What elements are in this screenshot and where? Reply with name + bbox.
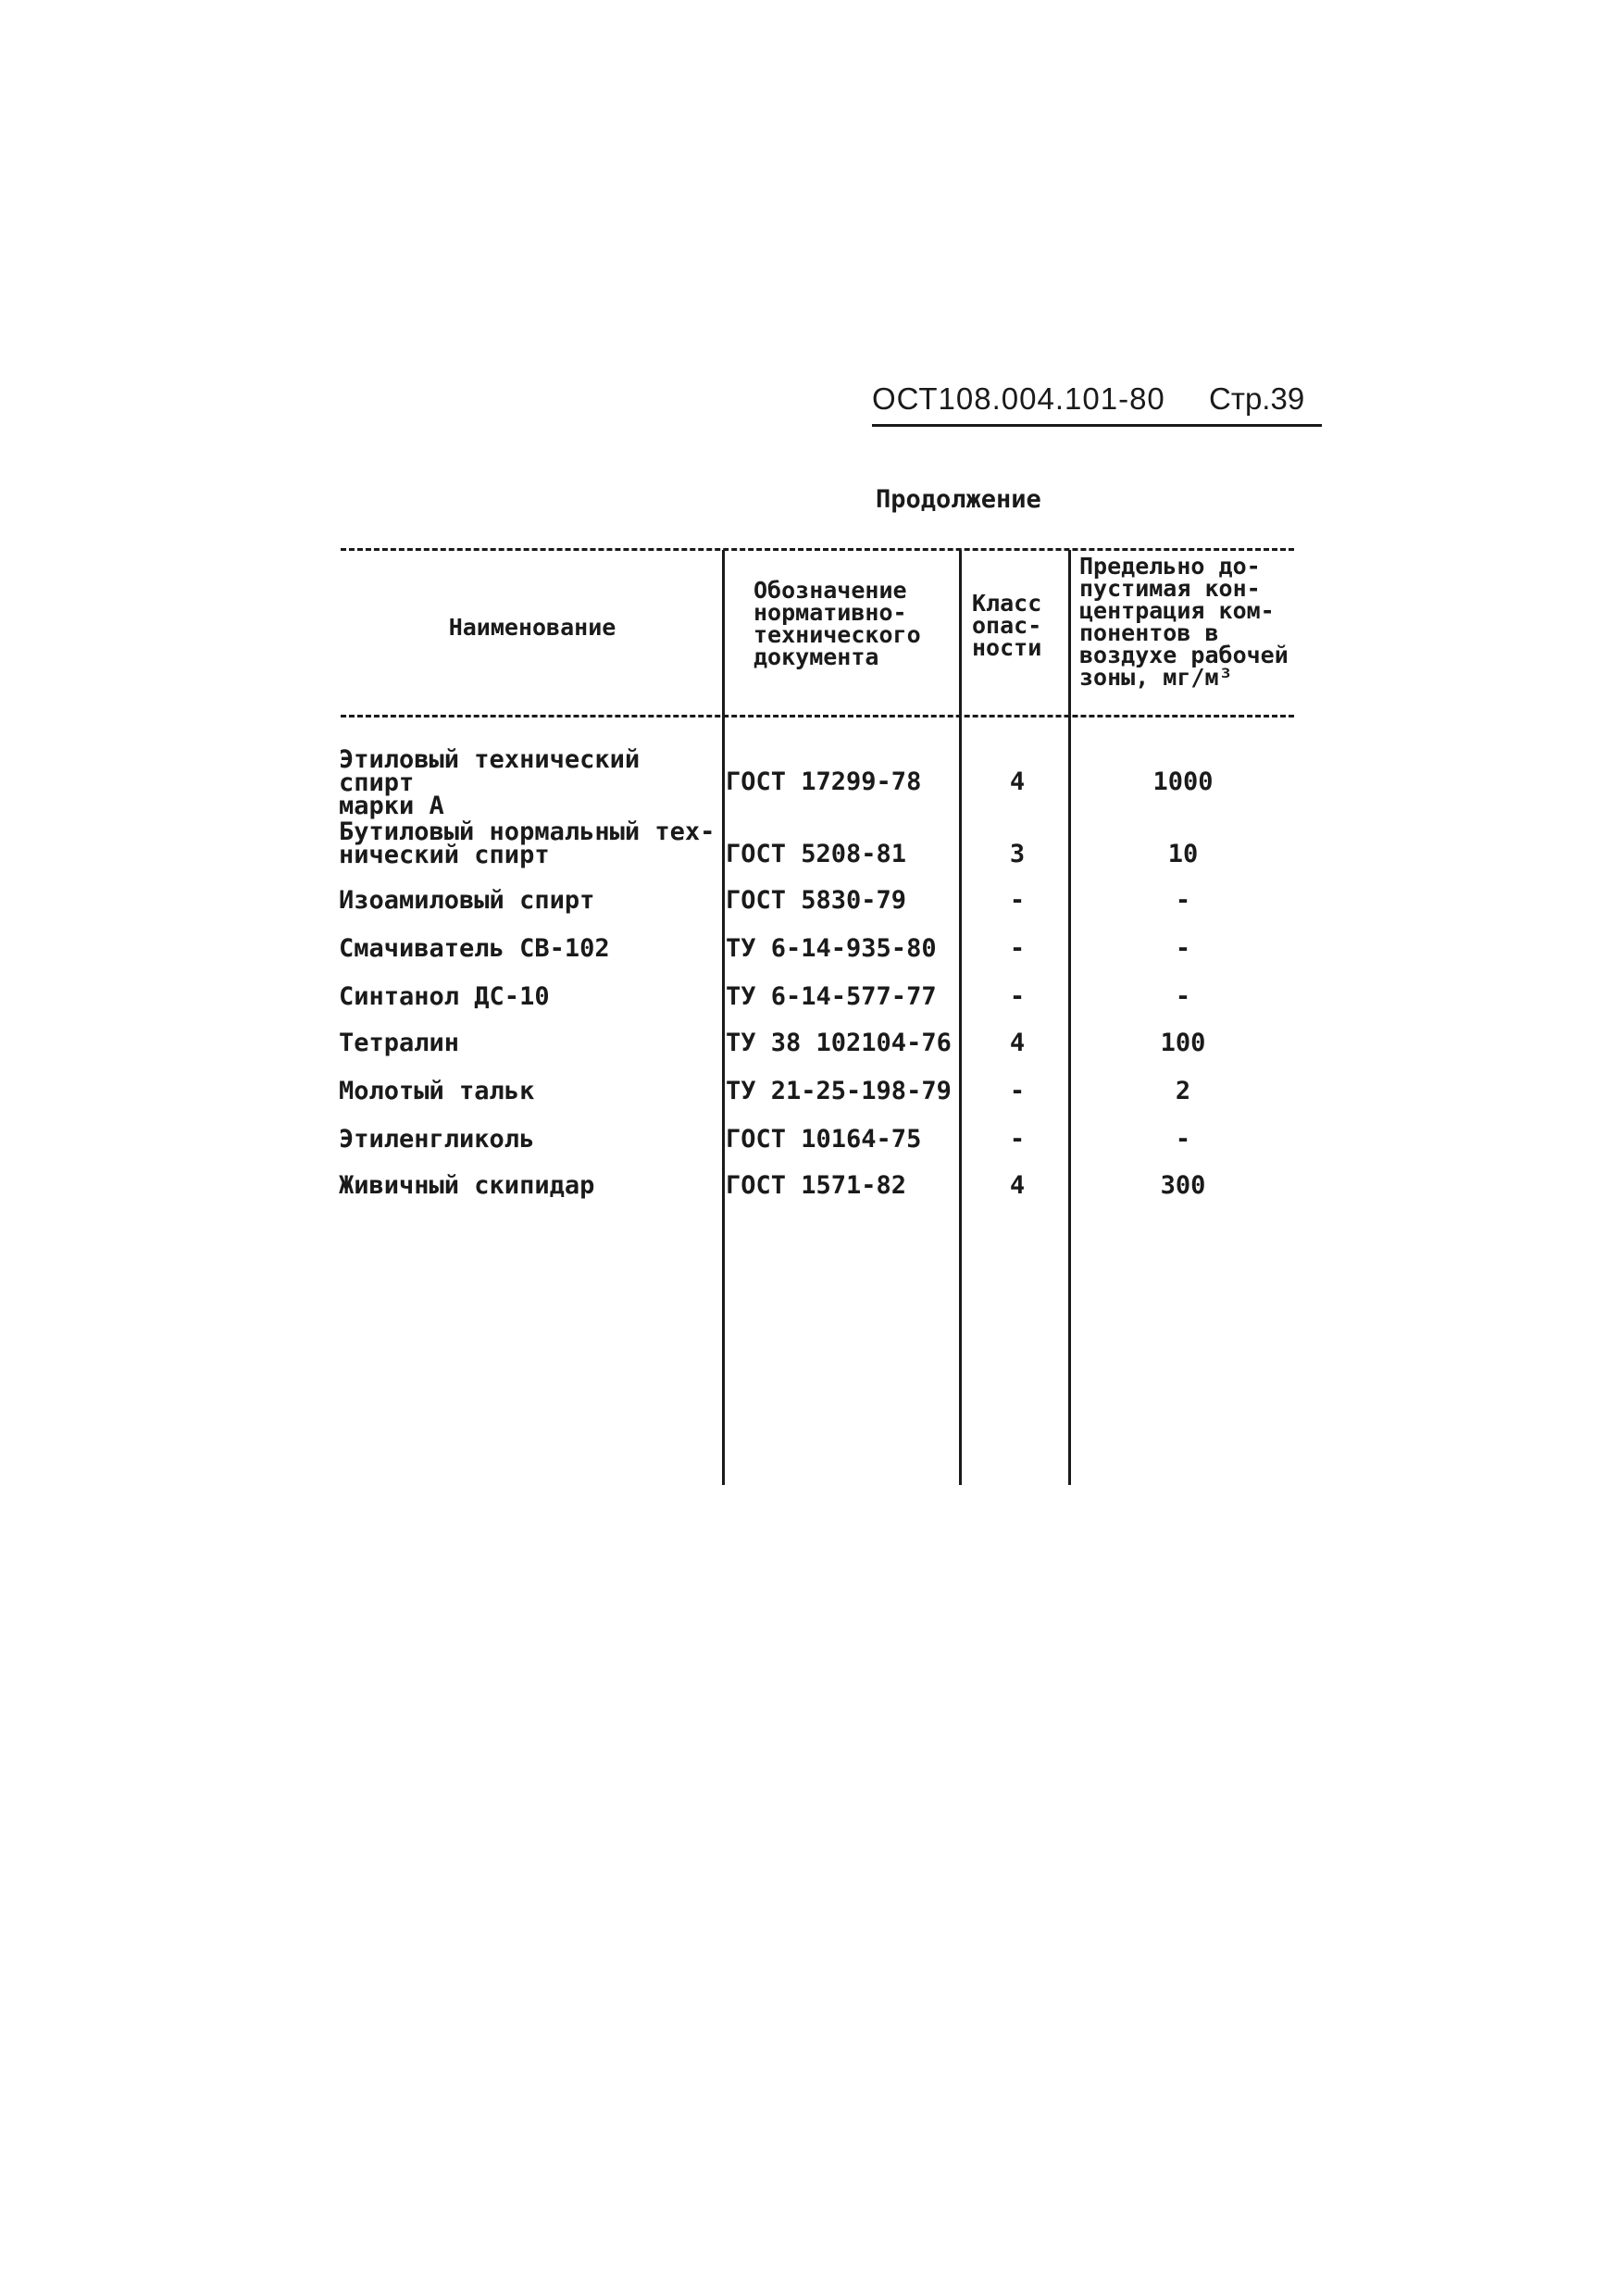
- column-divider-1: [722, 550, 725, 1485]
- row-document: ГОСТ 10164-75: [726, 1125, 922, 1154]
- document-code: ОСТ108.004.101-80: [872, 381, 1165, 416]
- continuation-label: Продолжение: [876, 485, 1041, 514]
- row-hazard-class: -: [1009, 886, 1026, 915]
- row-limit: 10: [1167, 840, 1199, 868]
- row-limit: -: [1175, 982, 1191, 1011]
- column-divider-3: [1068, 550, 1071, 1485]
- header-rule: [872, 424, 1322, 427]
- row-limit: -: [1175, 934, 1191, 963]
- row-limit: -: [1175, 1125, 1191, 1154]
- column-divider-2: [959, 550, 962, 1485]
- row-hazard-class: -: [1009, 1077, 1026, 1105]
- page-number: Стр.39: [1209, 381, 1305, 416]
- row-name: Тетралин: [339, 1029, 460, 1057]
- column-header-class: Класс опас- ности: [972, 590, 1042, 661]
- row-hazard-class: -: [1009, 982, 1026, 1011]
- row-document: ТУ 6-14-577-77: [726, 982, 937, 1011]
- table-header-rule: [341, 715, 1294, 718]
- row-document: ТУ 21-25-198-79: [726, 1077, 952, 1105]
- row-document: ГОСТ 1571-82: [726, 1171, 907, 1200]
- row-name: Этиленгликоль: [339, 1125, 535, 1154]
- row-document: ТУ 38 102104-76: [726, 1029, 952, 1057]
- column-header-limit: Предельно до- пустимая кон- центрация ком- понентов в воздухе рабочей зоны, мг/м³: [1079, 553, 1289, 691]
- row-limit: 2: [1175, 1077, 1191, 1105]
- row-limit: 1000: [1152, 767, 1214, 796]
- row-hazard-class: 3: [1009, 840, 1026, 868]
- table-top-rule: [341, 548, 1294, 551]
- row-limit: 300: [1160, 1171, 1206, 1200]
- row-name: Смачиватель СВ-102: [339, 934, 610, 963]
- column-header-document: Обозначение нормативно- технического документа: [753, 577, 921, 670]
- row-hazard-class: 4: [1009, 1029, 1026, 1057]
- row-document: ГОСТ 17299-78: [726, 767, 922, 796]
- row-name: Бутиловый нормальный тех- нический спирт: [339, 817, 716, 869]
- row-name: Живичный скипидар: [339, 1171, 595, 1200]
- row-name: Изоамиловый спирт: [339, 886, 595, 915]
- row-name: Молотый тальк: [339, 1077, 535, 1105]
- row-document: ГОСТ 5208-81: [726, 840, 907, 868]
- row-limit: -: [1175, 886, 1191, 915]
- row-document: ГОСТ 5830-79: [726, 886, 907, 915]
- row-document: ТУ 6-14-935-80: [726, 934, 937, 963]
- row-name: Синтанол ДС-10: [339, 982, 550, 1011]
- row-hazard-class: -: [1009, 1125, 1026, 1154]
- row-limit: 100: [1160, 1029, 1206, 1057]
- row-hazard-class: -: [1009, 934, 1026, 963]
- row-name: Этиловый технический спирт марки А: [339, 745, 641, 820]
- row-hazard-class: 4: [1009, 767, 1026, 796]
- row-hazard-class: 4: [1009, 1171, 1026, 1200]
- column-header-name: Наименование: [448, 614, 616, 641]
